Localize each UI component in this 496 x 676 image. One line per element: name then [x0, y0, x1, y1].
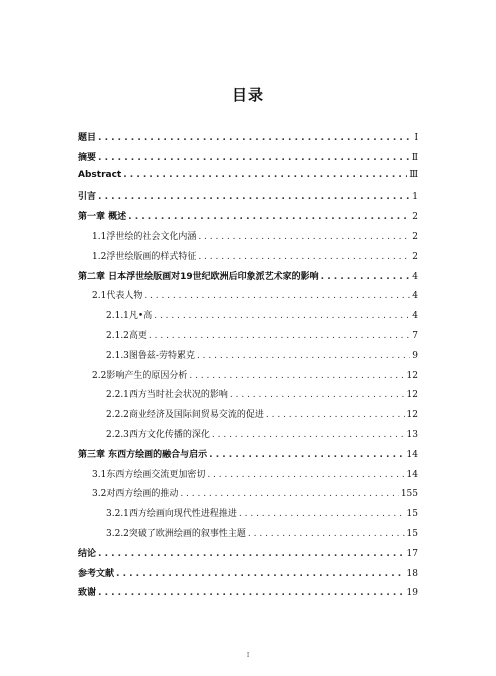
toc-entry[interactable]	[92, 368, 418, 386]
toc-entry-label: 2.2.1西方当时社会状况的影响	[106, 390, 228, 401]
toc-entry[interactable]	[106, 348, 418, 366]
toc-entry-page-number: 12	[406, 370, 418, 381]
toc-entry-page-number: Ⅲ	[409, 169, 418, 180]
toc-entry-page-number: 155	[400, 489, 418, 500]
dot-leader	[98, 153, 410, 163]
dot-leader	[198, 232, 410, 242]
toc-entry-label: 结论	[78, 548, 97, 559]
toc-entry-page-number: Ⅰ	[414, 133, 418, 143]
toc-entry-label: 第一章 概述	[78, 212, 127, 223]
toc-entry-label: 致谢	[78, 588, 97, 599]
dot-leader	[212, 430, 405, 440]
toc-entry[interactable]	[106, 308, 418, 326]
dot-leader	[123, 170, 407, 180]
toc-entry-page-number: Ⅱ	[411, 152, 418, 163]
dot-leader	[128, 212, 410, 222]
toc-entry-page-number: 12	[406, 390, 418, 401]
toc-entry[interactable]	[78, 546, 418, 564]
toc-entry-label: 题目	[78, 133, 97, 143]
toc-entry-page-number: 12	[406, 410, 418, 421]
toc-entry-page-number: 14	[406, 449, 418, 460]
dot-leader	[98, 192, 410, 202]
toc-entry[interactable]	[106, 328, 418, 346]
toc-entry-page-number: 9	[412, 350, 418, 361]
toc-entry-label: 3.1东西方绘画交流更加密切	[92, 469, 206, 480]
toc-entry-page-number: 13	[406, 430, 418, 440]
dot-leader	[207, 470, 404, 480]
toc-entry[interactable]	[78, 269, 418, 287]
toc-entry-page-number: 15	[406, 509, 418, 520]
dot-leader	[116, 569, 405, 579]
toc-entry-label: 1.1浮世绘的社会文化内涵	[92, 232, 197, 242]
dot-leader	[149, 331, 410, 341]
toc-entry[interactable]	[92, 249, 418, 267]
dot-leader	[144, 291, 410, 301]
dot-leader	[154, 311, 410, 321]
dot-leader	[198, 252, 410, 262]
toc-entry[interactable]	[78, 189, 418, 207]
toc-entry-label: 引言	[78, 192, 97, 203]
toc-entry-page-number: 15	[406, 529, 418, 539]
toc-entry-page-number: 4	[412, 311, 418, 322]
toc-entry-label: Abstract	[78, 169, 122, 180]
toc-entry[interactable]	[92, 467, 418, 485]
toc-entry[interactable]	[92, 486, 418, 504]
dot-leader	[239, 509, 405, 519]
toc-entry[interactable]	[106, 506, 418, 524]
toc-entry-label: 2.1.2高更	[106, 331, 147, 341]
toc-entry[interactable]	[78, 585, 418, 603]
toc-entry-label: 第三章 东西方绘画的融合与启示	[78, 449, 208, 460]
toc-entry-page-number: 4	[412, 291, 418, 302]
toc-entry-page-number: 19	[406, 588, 418, 599]
toc-entry-page-number: 2	[412, 251, 418, 262]
toc-entry[interactable]	[78, 447, 418, 465]
toc-entry-label: 2.1.1凡•高	[106, 311, 153, 322]
toc-entry[interactable]	[106, 526, 418, 544]
toc-entry-label: 2.2.2商业经济及国际间贸易交流的促进	[106, 410, 264, 421]
page-number-footer: I	[246, 652, 250, 659]
toc-entry-label: 3.2对西方绘画的推动	[92, 489, 179, 500]
toc-entry[interactable]	[78, 566, 418, 584]
toc-entry-page-number: 14	[406, 469, 418, 480]
dot-leader	[230, 390, 405, 400]
toc-entry[interactable]	[106, 407, 418, 425]
toc-entry-label: 2.2影响产生的原因分析	[92, 370, 188, 381]
toc-entry-label: 3.2.1西方绘画向现代性进程推进	[106, 509, 237, 520]
dot-leader	[209, 450, 404, 460]
toc-entry[interactable]	[92, 229, 418, 247]
dot-leader	[180, 489, 398, 499]
toc-entry-label: 2.1.3图鲁兹-劳特累克	[106, 350, 195, 361]
toc-entry[interactable]	[78, 209, 418, 227]
toc-entry-page-number: 1	[412, 192, 418, 203]
toc-entry-label: 2.1代表人物	[92, 291, 143, 302]
toc-entry-label: 第二章 日本浮世绘版画对19世纪欧洲后印象派艺术家的影响	[78, 271, 319, 282]
toc-entry[interactable]	[106, 387, 418, 405]
toc-entry[interactable]	[78, 170, 418, 188]
toc-entry[interactable]	[78, 130, 418, 148]
dot-leader	[98, 588, 405, 598]
toc-entry-label: 参考文献	[78, 568, 115, 579]
toc-entry[interactable]	[106, 427, 418, 445]
toc-entry-page-number: 7	[412, 331, 418, 341]
toc-entry-label: 2.2.3西方文化传播的深化	[106, 430, 210, 440]
dot-leader	[189, 371, 404, 381]
toc-entry-label: 3.2.2突破了欧洲绘画的叙事性主题	[106, 529, 246, 539]
page-title: 目录	[231, 86, 264, 104]
toc-entry-label: 1.2浮世绘版画的样式特征	[92, 251, 197, 262]
toc-entry-label: 摘要	[78, 152, 97, 163]
dot-leader	[321, 272, 411, 282]
toc-entry-page-number: 2	[412, 212, 418, 223]
dot-leader	[266, 410, 405, 420]
toc-entry-page-number: 4	[412, 271, 418, 282]
dot-leader	[248, 529, 405, 539]
dot-leader	[98, 133, 412, 143]
toc-entry-page-number: 2	[412, 232, 418, 242]
toc-entry-page-number: 17	[406, 548, 418, 559]
toc-entry-page-number: 18	[406, 568, 418, 579]
toc-entry[interactable]	[92, 288, 418, 306]
dot-leader	[98, 549, 405, 559]
toc-entry[interactable]	[78, 150, 418, 168]
dot-leader	[197, 351, 410, 361]
